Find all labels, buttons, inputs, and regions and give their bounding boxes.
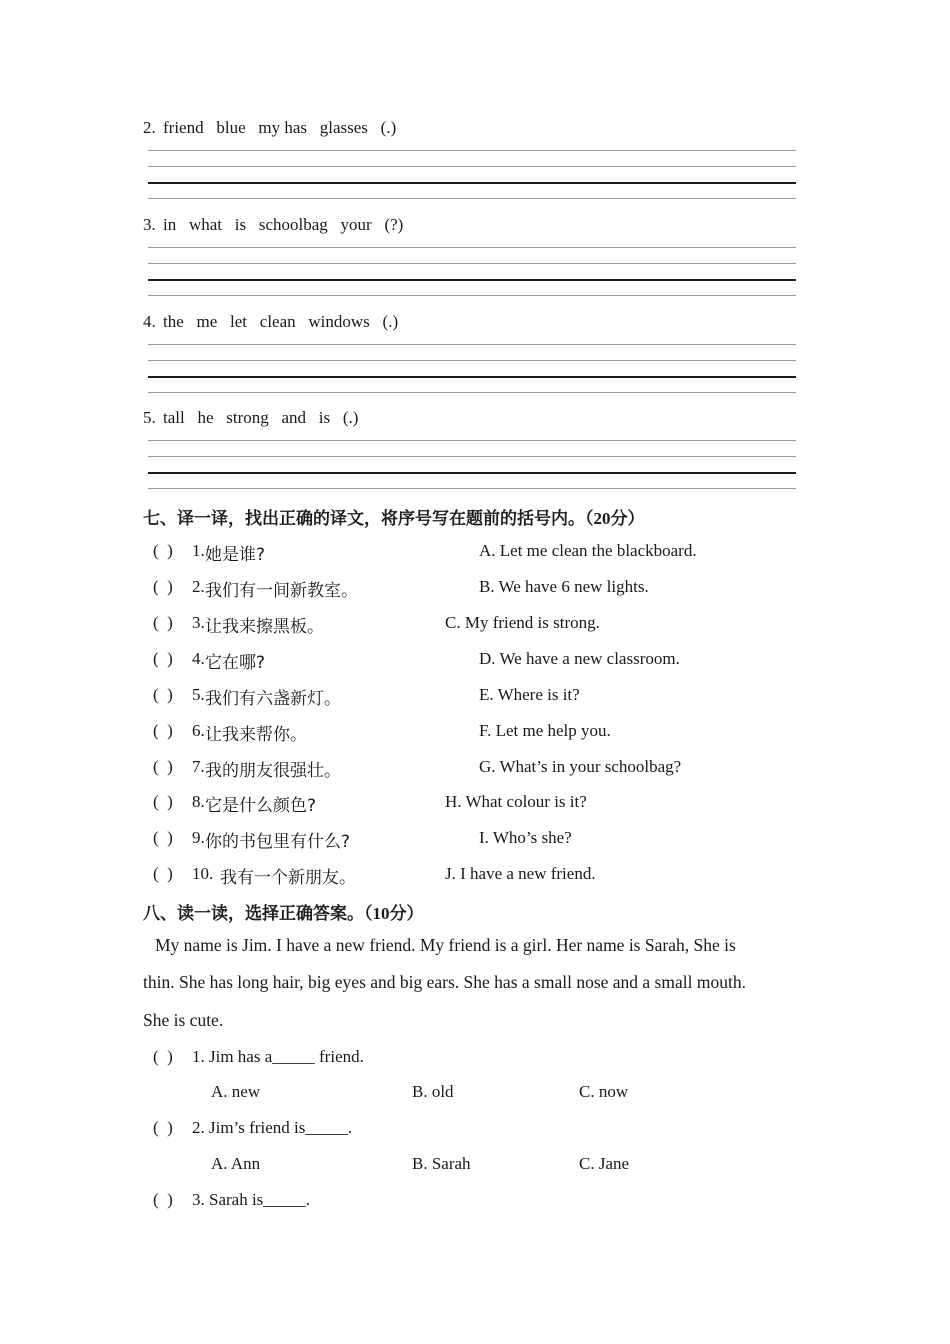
section-points: 10 bbox=[372, 904, 390, 923]
answer-bracket[interactable]: ( ) bbox=[153, 613, 173, 632]
answer-bracket[interactable]: ( ) bbox=[153, 721, 173, 740]
writing-baseline bbox=[148, 182, 796, 184]
writing-baseline bbox=[148, 472, 796, 474]
english-option: B. We have 6 new lights. bbox=[479, 577, 649, 596]
chinese-sentence: 我有一个新朋友。 bbox=[220, 868, 356, 888]
item-number: 8. bbox=[192, 792, 205, 811]
answer-bracket[interactable]: ( ) bbox=[153, 649, 173, 668]
section-points: 20 bbox=[593, 509, 611, 528]
writing-baseline bbox=[148, 279, 796, 281]
writing-line bbox=[148, 198, 796, 199]
question-text: 3. Sarah is_____. bbox=[192, 1190, 311, 1209]
chinese-sentence: 我们有六盏新灯。 bbox=[205, 689, 341, 709]
chinese-sentence: 让我来擦黑板。 bbox=[205, 617, 324, 637]
writing-baseline bbox=[148, 376, 796, 378]
section-points-unit: 分） bbox=[610, 509, 645, 529]
english-option: I. Who’s she? bbox=[479, 828, 572, 847]
passage-line: thin. She has long hair, big eyes and big ears. She has a small nose and a small mouth. bbox=[143, 972, 746, 992]
item-number: 10. bbox=[192, 864, 214, 883]
item-number: 5. bbox=[192, 685, 205, 704]
sentence-number: 5. bbox=[143, 408, 156, 427]
section-7-heading bbox=[143, 504, 645, 529]
sentence-words: friend blue my has glasses (.) bbox=[163, 118, 397, 137]
chinese-sentence: 我的朋友很强壮。 bbox=[205, 761, 341, 781]
option-b: B. old bbox=[412, 1082, 454, 1101]
item-number: 6. bbox=[192, 721, 205, 740]
chinese-sentence: 它在哪? bbox=[205, 653, 266, 673]
chinese-sentence: 你的书包里有什么? bbox=[205, 832, 351, 852]
sentence-words: tall he strong and is (.) bbox=[163, 408, 359, 427]
answer-bracket[interactable]: ( ) bbox=[153, 1047, 173, 1066]
section-title: 七、译一译，找出正确的译文，将序号写在题前的括号内。（ bbox=[143, 509, 594, 529]
writing-line bbox=[148, 150, 796, 151]
question-text: 2. Jim’s friend is_____. bbox=[192, 1118, 353, 1137]
section-8-heading bbox=[143, 899, 424, 924]
chinese-sentence: 让我来帮你。 bbox=[205, 725, 307, 745]
writing-line bbox=[148, 488, 796, 489]
writing-line bbox=[148, 392, 796, 393]
english-option: G. What’s in your schoolbag? bbox=[479, 757, 682, 776]
answer-bracket[interactable]: ( ) bbox=[153, 1118, 173, 1137]
english-option: C. My friend is strong. bbox=[445, 613, 600, 632]
item-number: 4. bbox=[192, 649, 205, 668]
item-number: 1. bbox=[192, 541, 205, 560]
option-c: C. Jane bbox=[579, 1154, 630, 1173]
writing-line bbox=[148, 263, 796, 264]
item-number: 2. bbox=[192, 577, 205, 596]
option-a: A. Ann bbox=[211, 1154, 261, 1173]
writing-line bbox=[148, 440, 796, 441]
answer-bracket[interactable]: ( ) bbox=[153, 577, 173, 596]
chinese-sentence: 它是什么颜色? bbox=[205, 796, 317, 816]
answer-bracket[interactable]: ( ) bbox=[153, 828, 173, 847]
answer-bracket[interactable]: ( ) bbox=[153, 757, 173, 776]
item-number: 7. bbox=[192, 757, 205, 776]
writing-line bbox=[148, 295, 796, 296]
answer-bracket[interactable]: ( ) bbox=[153, 685, 173, 704]
english-option: A. Let me clean the blackboard. bbox=[479, 541, 697, 560]
english-option: F. Let me help you. bbox=[479, 721, 611, 740]
answer-bracket[interactable]: ( ) bbox=[153, 792, 173, 811]
writing-line bbox=[148, 166, 796, 167]
section-points-unit: 分） bbox=[389, 904, 424, 924]
option-a: A. new bbox=[211, 1082, 261, 1101]
chinese-sentence: 我们有一间新教室。 bbox=[205, 581, 358, 601]
english-option: E. Where is it? bbox=[479, 685, 580, 704]
english-option: J. I have a new friend. bbox=[445, 864, 596, 883]
english-option: H. What colour is it? bbox=[445, 792, 587, 811]
writing-line bbox=[148, 344, 796, 345]
writing-line bbox=[148, 360, 796, 361]
passage-line: My name is Jim. I have a new friend. My friend is a girl. Her name is Sarah, She is bbox=[155, 935, 736, 955]
sentence-number: 3. bbox=[143, 215, 156, 234]
section-title: 八、读一读，选择正确答案。（ bbox=[143, 904, 373, 924]
sentence-words: in what is schoolbag your (?) bbox=[163, 215, 404, 234]
answer-bracket[interactable]: ( ) bbox=[153, 1190, 173, 1209]
english-option: D. We have a new classroom. bbox=[479, 649, 680, 668]
sentence-number: 2. bbox=[143, 118, 156, 137]
sentence-words: the me let clean windows (.) bbox=[163, 312, 399, 331]
chinese-sentence: 她是谁? bbox=[205, 545, 266, 565]
writing-line bbox=[148, 456, 796, 457]
option-c: C. now bbox=[579, 1082, 629, 1101]
answer-bracket[interactable]: ( ) bbox=[153, 864, 173, 883]
item-number: 3. bbox=[192, 613, 205, 632]
writing-line bbox=[148, 247, 796, 248]
passage-line: She is cute. bbox=[143, 1010, 224, 1030]
question-text: 1. Jim has a_____ friend. bbox=[192, 1047, 364, 1066]
sentence-number: 4. bbox=[143, 312, 156, 331]
item-number: 9. bbox=[192, 828, 205, 847]
option-b: B. Sarah bbox=[412, 1154, 471, 1173]
answer-bracket[interactable]: ( ) bbox=[153, 541, 173, 560]
